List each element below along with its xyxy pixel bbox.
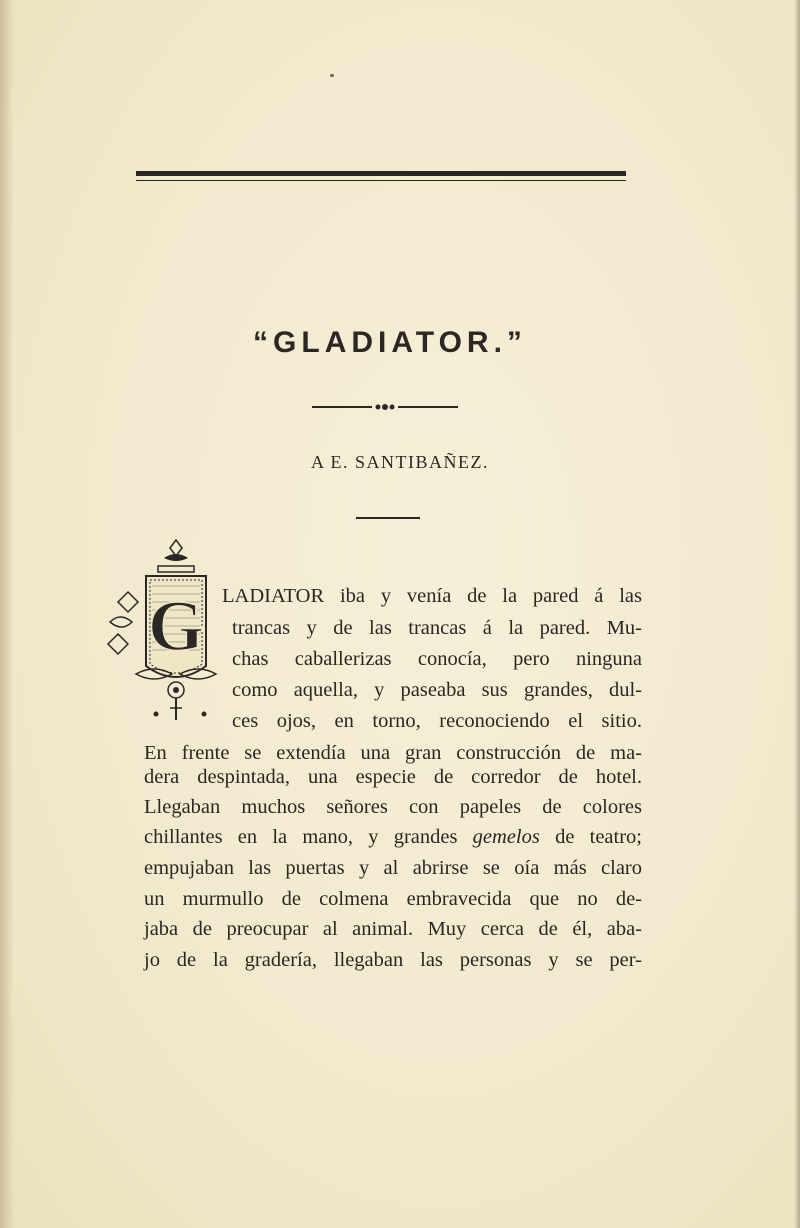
header-rule-thin: [136, 180, 626, 181]
dedication: A E. SANTIBAÑEZ.: [311, 452, 489, 472]
ornament-divider-icon: [312, 400, 458, 414]
text-segment: chillantes en la mano, y grandes: [144, 826, 458, 848]
text-line-13: jo de la gradería, llegaban las personas y se per-: [144, 949, 642, 971]
page-edge: [794, 0, 800, 1228]
chapter-title: “GLADIATOR.”: [253, 326, 527, 359]
text-line-9: [144, 822, 642, 852]
section-rule: [356, 517, 420, 519]
text-line-8: Llegaban muchos señores con papeles de colores: [144, 796, 642, 818]
text-line-5: ces ojos, en torno, reconociendo el sitio.: [232, 710, 642, 732]
dropcap-letter: G: [147, 586, 205, 666]
text-line-10: empujaban las puertas y al abrirse se oía más claro: [144, 857, 642, 879]
text-line-11: un murmullo de colmena embravecida que no de-: [144, 888, 642, 910]
text-line-4: como aquella, y paseaba sus grandes, dul-: [232, 679, 642, 701]
ink-speck: [330, 74, 334, 77]
binding-shadow: [0, 0, 14, 1228]
text-line-2: trancas y de las trancas á la pared. Mu-: [232, 617, 642, 639]
ornamental-dropcap-icon: [106, 538, 222, 728]
text-line-6: En frente se extendía una gran construcción de ma-: [144, 742, 642, 764]
header-rule-thick: [136, 171, 626, 176]
italic-word: gemelos: [472, 826, 540, 848]
text-line-12: jaba de preocupar al animal. Muy cerca de él, aba-: [144, 918, 642, 940]
text-line-7: dera despintada, una especie de corredor de hotel.: [144, 766, 642, 788]
text-segment: de teatro;: [555, 826, 643, 848]
text-line-1: LADIATOR iba y venía de la pared á las: [222, 585, 642, 607]
text-line-3: chas caballerizas conocía, pero ninguna: [232, 648, 642, 670]
